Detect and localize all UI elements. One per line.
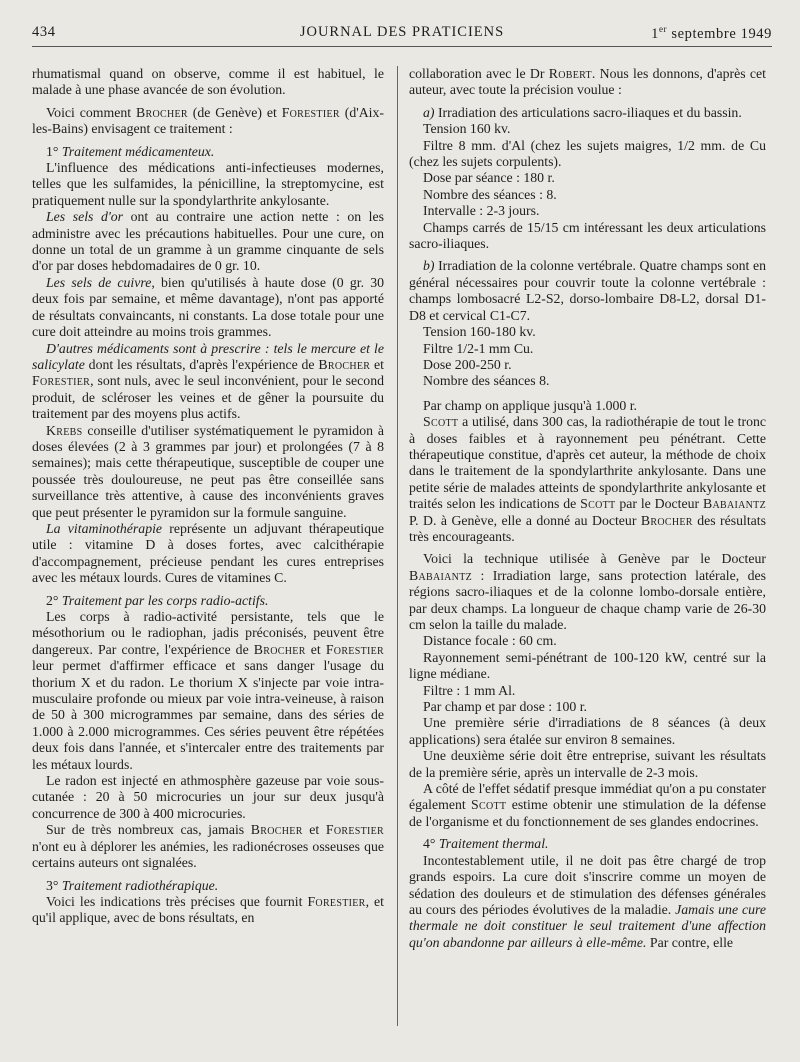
spec-line: Filtre 1/2-1 mm Cu.: [423, 340, 534, 356]
paragraph: La vitaminothérapie représente un adjuvant thérapeutique utile : vitamine D à doses fortes, avec calcithérapie d'accompagnement, précieuse pendant les cures entreprises avec les métaux lourds. Cures de vitamines C.: [32, 520, 384, 586]
spec-line: Distance focale : 60 cm.: [423, 633, 557, 649]
right-column: [409, 66, 766, 951]
left-column: [32, 66, 384, 927]
section-heading-radiotherapique: 3° Traitement radiothérapique.: [46, 877, 219, 893]
spec-line: Filtre 8 mm. d'Al (chez les sujets maigres, 1/2 mm. de Cu (chez les sujets corpulents).: [409, 137, 766, 170]
paragraph: collaboration avec le Dr Robert. Nous les donnons, d'après cet auteur, avec toute la précision voulue :: [409, 66, 766, 98]
paragraph: Scott a utilisé, dans 300 cas, la radiothérapie de tout le tronc à doses faibles et à rayonnement peu pénétrant. Cette thérapeutique constitue, d'après cet auteur, la méthode de choix dans le traitement de la spondylarthrite ankylosante. Dans une petite série de malades atteints de spondylarthrite ankylosante et traités selon les indications de Scott par le Docteur Babaiantz P. D. à Genève, elle a donné au Docteur Brocher des résultats très encourageants.: [409, 414, 766, 544]
article-body: [32, 66, 772, 1056]
paragraph: Incontestablement utile, il ne doit pas être chargé de trop grands espoirs. La cure doit s'inscrire comme un moyen de sédation des douleurs et de stimulation des défenses générales au cours des périodes évolutives de la maladie. Jamais une cure thermale ne doit constituer le seul traitement d'une affection qu'on abandonne par ailleurs à elle-même. Par contre, elle: [409, 852, 766, 950]
section-heading-thermal: 4° Traitement thermal.: [423, 836, 549, 852]
paragraph: Une première série d'irradiations de 8 séances (à deux applications) sera étalée sur environ 8 semaines.: [409, 715, 766, 747]
paragraph: A côté de l'effet sédatif presque immédiat qu'on a pu constater également Scott estime obtenir une stimulation de la défense de l'organisme et du fonctionnement de ses glandes endocrines.: [409, 781, 766, 829]
paragraph: Le radon est injecté en athmosphère gazeuse par voie sous-cutanée : 20 à 50 microcuries un jour sur deux jusqu'à concurrence de 300 à 400 microcuries.: [32, 773, 384, 821]
spec-line: Par champ et par dose : 100 r.: [423, 699, 587, 715]
spec-line: Champs carrés de 15/15 cm intéressant les deux articulations sacro-iliaques.: [409, 219, 766, 252]
subsection-a: a) Irradiation des articulations sacro-iliaques et du bassin.: [423, 104, 742, 120]
page-header: [32, 20, 772, 47]
paragraph: Voici comment Brocher (de Genève) et Forestier (d'Aix-les-Bains) envisagent ce traitement :: [32, 104, 384, 137]
page-number: 434: [32, 24, 56, 40]
spec-line: Nombre des séances : 8.: [423, 186, 557, 202]
paragraph: Sur de très nombreux cas, jamais Brocher et Forestier n'ont eu à déplorer les anémies, les radionécroses osseuses que certains auteurs ont signalées.: [32, 822, 384, 871]
issue-date: 1er septembre 1949: [651, 24, 772, 42]
paragraph: Une deuxième série doit être entreprise, suivant les résultats de la première série, après un intervalle de 2-3 mois.: [409, 748, 766, 780]
paragraph: Par champ on applique jusqu'à 1.000 r.: [423, 397, 637, 413]
paragraph: D'autres médicaments sont à prescrire : tels le mercure et le salicylate dont les résultats, d'après l'expérience de Brocher et Forestier, sont nuls, avec le seul inconvénient, pour le second produit, de scléroser les veines et de gêner la poursuite du traitement par des moyens plus actifs.: [32, 340, 384, 422]
section-heading-medicamenteux: 1° Traitement médicamenteux.: [46, 143, 215, 159]
spec-line: Nombre des séances 8.: [423, 373, 550, 389]
spec-line: Filtre : 1 mm Al.: [423, 682, 516, 698]
spec-line: Tension 160-180 kv.: [423, 324, 536, 340]
subsection-b: b) Irradiation de la colonne vertébrale. Quatre champs sont en général nécessaires pour couvrir toute la colonne vertébrale : champs lombosacré L2-S2, dorso-lombaire D8-L2, dorsal D1-D8 et cervical C1-C7.: [409, 258, 766, 323]
paragraph: rhumatismal quand on observe, comme il est habituel, le malade à une phase avancée de son évolution.: [32, 66, 384, 98]
paragraph: Voici la technique utilisée à Genève par le Docteur Babaiantz : Irradiation large, sans protection latérale, des régions sacro-iliaques et de la colonne lombo-dorsale entière, par deux champs. La longueur de chaque champ varie de 26-30 cm selon la taille du malade.: [409, 551, 766, 632]
paragraph: L'influence des médications anti-infectieuses modernes, telles que les sulfamides, la pénicilline, la streptomycine, est pratiquement nulle sur la spondylarthrite ankylosante.: [32, 160, 384, 208]
paragraph: Les corps à radio-activité persistante, tels que le mésothorium ou le radiophan, jadis préconisés, peuvent être dangereux. Par contre, l'expérience de Brocher et Forestier leur permet d'affirmer efficace et sans danger l'usage du thorium X et du radon. Le thorium X s'injecte par voie intra-musculaire profonde ou mieux par voie intra-veineuse, à raison de 50 à 300 microgrammes par semaine, dans des séries de 1.000 à 2.000 microgrammes. Ces séries peuvent être répétées deux fois dans l'année, et s'intercaler entre des traitements par les métaux lourds.: [32, 609, 384, 772]
paragraph: Les sels d'or ont au contraire une action nette : on les administre avec les précautions habituelles. Pour une cure, on donne un total de un gramme à un gramme cinquante de sels d'or par doses hebdomadaires de 0 gr. 10.: [32, 209, 384, 274]
journal-title: JOURNAL DES PRATICIENS: [299, 24, 505, 40]
paragraph: Voici les indications très précises que fournit Forestier, et qu'il applique, avec de bons résultats, en: [32, 893, 384, 926]
spec-line: Dose par séance : 180 r.: [423, 170, 555, 186]
column-divider: [397, 66, 398, 1026]
spec-line: Intervalle : 2-3 jours.: [423, 203, 540, 219]
paragraph: Krebs conseille d'utiliser systématiquement le pyramidon à doses élevées (2 à 3 grammes par jour) et prolongées (7 à 8 semaines); mais cette thérapeutique, susceptible de couper une poussée très douloureuse, ne peut pas être conseillée sans surveillance très attentive, à cause des inconvénients graves que peut présenter le pyramidon sur la formule sanguine.: [32, 422, 384, 520]
spec-line: Tension 160 kv.: [423, 121, 511, 137]
paragraph: Les sels de cuivre, bien qu'utilisés à haute dose (0 gr. 30 deux fois par semaine, et même davantage), n'ont pas apporté de résultats convaincants, ni constants. La dose totale pour une cure doit atteindre au moins trois grammes.: [32, 274, 384, 340]
spec-line: Rayonnement semi-pénétrant de 100-120 kW, centré sur la ligne médiane.: [409, 649, 766, 682]
section-heading-radio-actifs: 2° Traitement par les corps radio-actifs.: [46, 592, 269, 608]
spec-line: Dose 200-250 r.: [423, 356, 512, 372]
